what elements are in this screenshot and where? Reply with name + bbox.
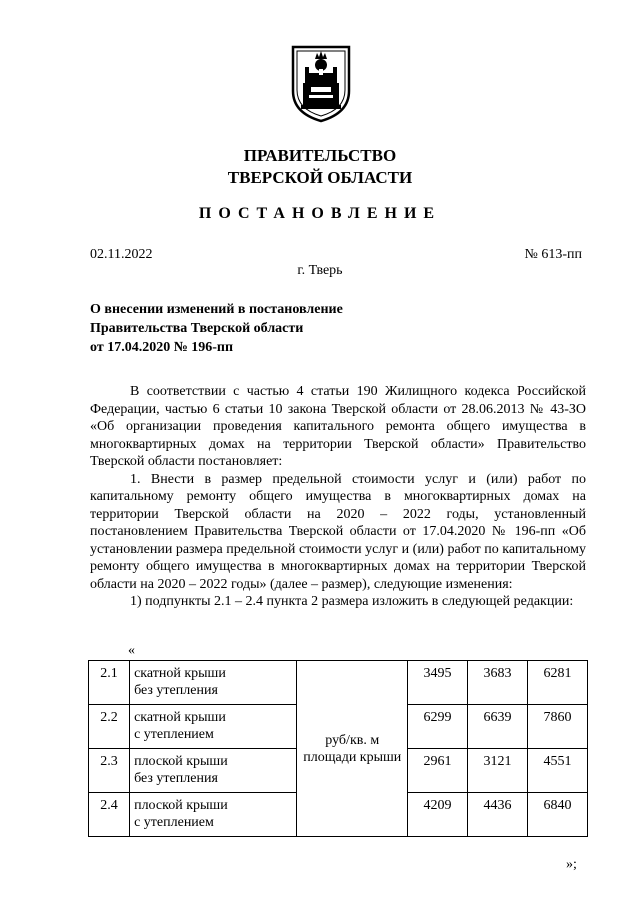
- value-cell: 4436: [468, 793, 528, 837]
- title-line: О внесении изменений в постановление: [90, 302, 343, 317]
- value-cell: 4551: [528, 749, 588, 793]
- value-cell: 2961: [408, 749, 468, 793]
- body-paragraph: 1) подпункты 2.1 – 2.4 пункта 2 размера изложить в следующей редакции:: [130, 594, 574, 609]
- document-type: ПОСТАНОВЛЕНИЕ: [198, 205, 442, 222]
- value-cell: 6840: [528, 793, 588, 837]
- row-name: [130, 705, 297, 749]
- row-name-line: без утепления: [134, 683, 218, 698]
- row-name-line: с утеплением: [134, 727, 214, 742]
- row-name-line: плоской крыши: [134, 754, 228, 769]
- value-cell: 3683: [468, 661, 528, 705]
- title-line: от 17.04.2020 № 196-пп: [90, 340, 234, 355]
- value-cell: 7860: [528, 705, 588, 749]
- document-title: [90, 300, 343, 357]
- government-name-line2: ТВЕРСКОЙ ОБЛАСТИ: [227, 168, 413, 187]
- value-cell: 6299: [408, 705, 468, 749]
- coat-of-arms-emblem: [289, 43, 353, 123]
- unit-line: площади крыши: [303, 749, 402, 765]
- document-city: г. Тверь: [297, 263, 343, 278]
- document-body: [90, 383, 586, 611]
- row-number: 2.4: [89, 793, 130, 837]
- document-number: № 613-пп: [524, 247, 582, 262]
- value-cell: 4209: [408, 793, 468, 837]
- row-name-line: без утепления: [134, 771, 218, 786]
- row-name: [130, 793, 297, 837]
- value-cell: 6281: [528, 661, 588, 705]
- row-name-line: скатной крыши: [134, 666, 226, 681]
- title-line: Правительства Тверской области: [90, 321, 304, 336]
- value-cell: 6639: [468, 705, 528, 749]
- row-name: [130, 749, 297, 793]
- row-name: [130, 661, 297, 705]
- row-number: 2.3: [89, 749, 130, 793]
- document-date: 02.11.2022: [90, 247, 153, 262]
- row-number: 2.2: [89, 705, 130, 749]
- value-cell: 3121: [468, 749, 528, 793]
- row-name-line: плоской крыши: [134, 798, 228, 813]
- value-cell: 3495: [408, 661, 468, 705]
- row-name-line: с утеплением: [134, 815, 214, 830]
- rates-table: [88, 660, 588, 837]
- quote-close-mark: »;: [566, 857, 577, 872]
- quote-open-mark: «: [128, 643, 135, 658]
- row-name-line: скатной крыши: [134, 710, 226, 725]
- table-row: [89, 661, 588, 705]
- body-paragraph: В соответствии с частью 4 статьи 190 Жилищного кодекса Российской Федерации, частью 6 статьи 10 закона Тверской области от 28.06.2013 № 43-ЗО «Об организации проведения капитального ремонта общего имущества в многоквартирных домах на территории Тверской области» Правительство Тверской области постановляет:: [90, 384, 586, 469]
- body-paragraph: 1. Внести в размер предельной стоимости услуг и (или) работ по капитальному ремонту общего имущества в многоквартирных домах на территории Тверской области на 2020 – 2022 годы, установленный постановлением Правительства Тверской области от 17.04.2020 № 196-пп «Об установлении размера предельной стоимости услуг и (или) работ по капитальному ремонту общего имущества в многоквартирных домах на территории Тверской области на 2020 – 2022 годы» (далее – размер), следующие изменения:: [90, 471, 586, 592]
- row-number: 2.1: [89, 661, 130, 705]
- government-name-line1: ПРАВИТЕЛЬСТВО: [243, 146, 397, 165]
- unit-cell: [297, 661, 408, 837]
- unit-line: руб/кв. м: [325, 732, 380, 748]
